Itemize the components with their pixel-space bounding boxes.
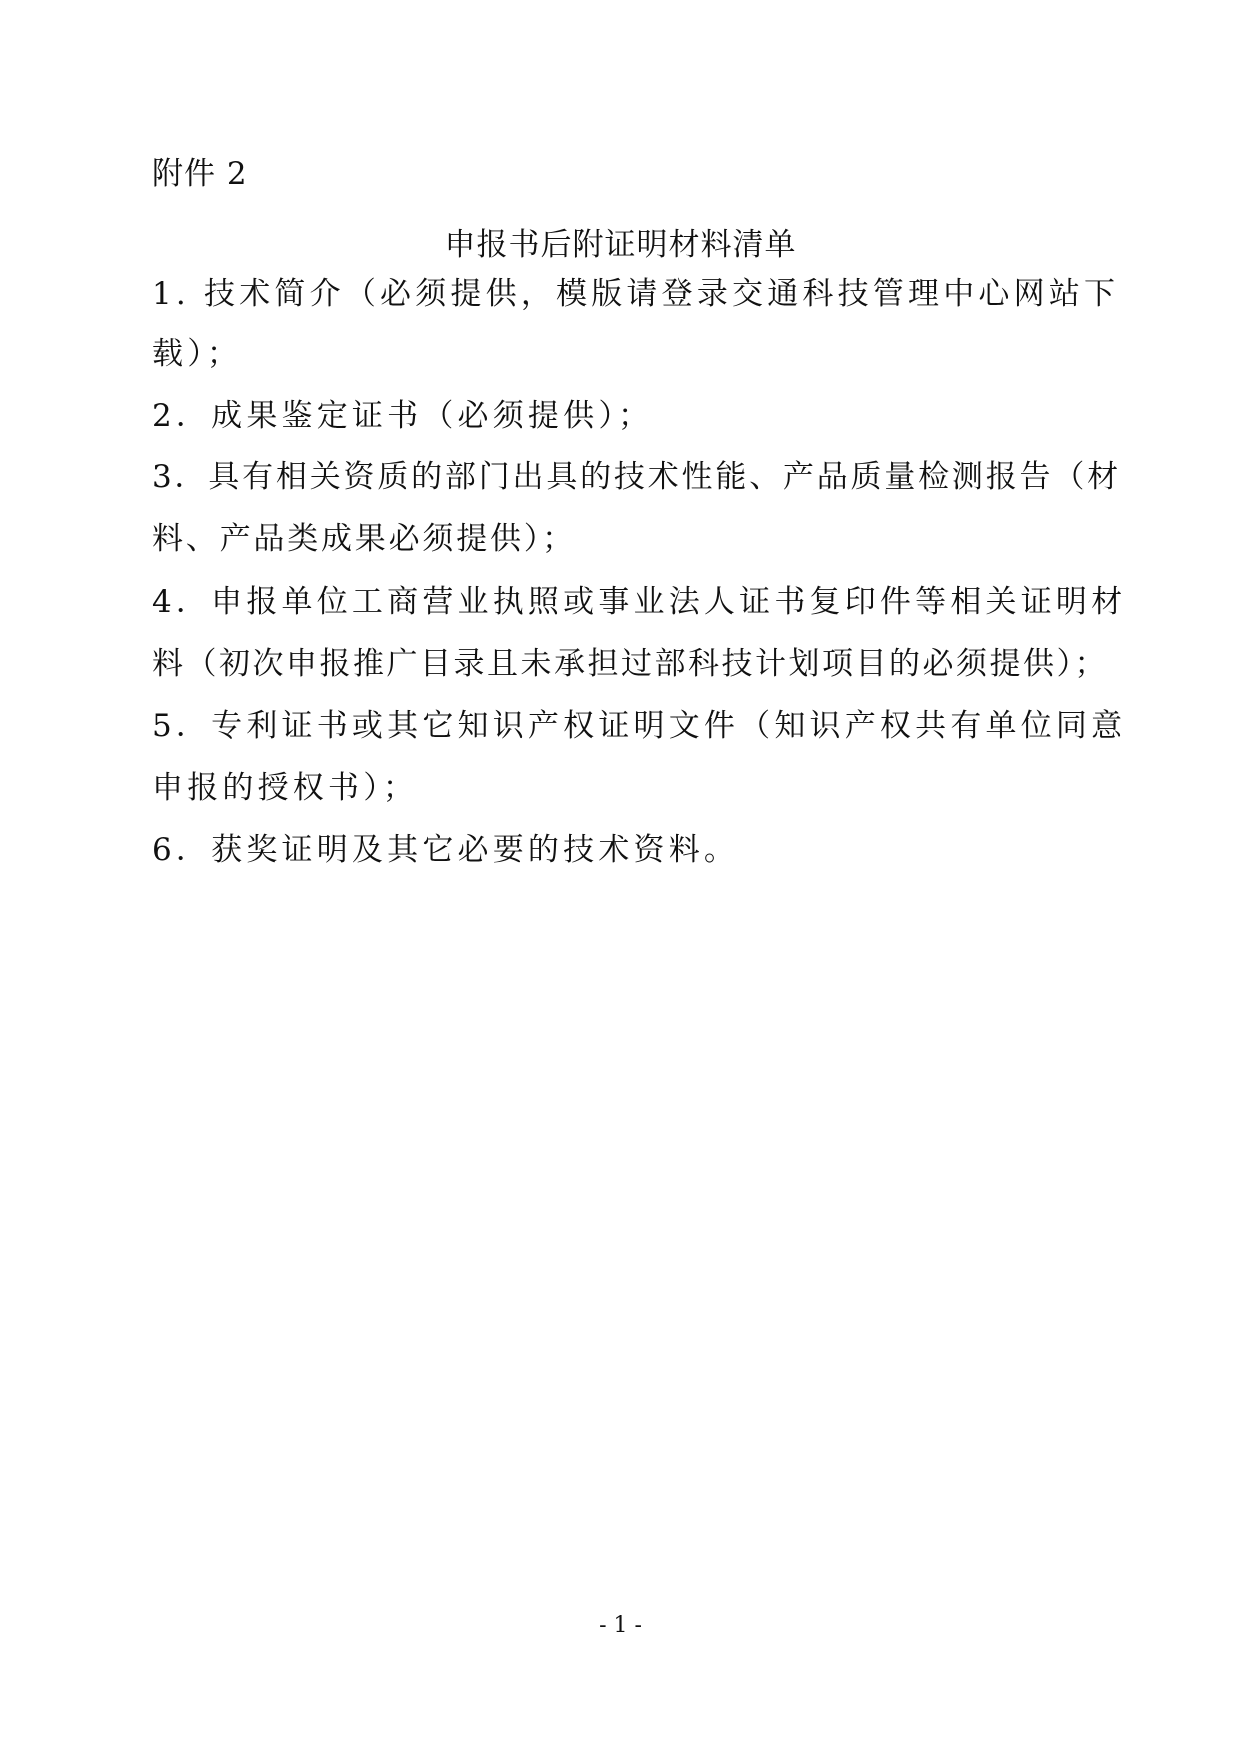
list-item-line: 6．获奖证明及其它必要的技术资料。 (152, 832, 740, 868)
list-item-line: 料（初次申报推广目录且未承担过部科技计划项目的必须提供）； (152, 646, 1108, 682)
list-item-line: 4．申报单位工商营业执照或事业法人证书复印件等相关证明材 (152, 584, 1127, 620)
list-item-line: 2．成果鉴定证书（必须提供）； (152, 398, 654, 434)
document-title: 申报书后附证明材料清单 (444, 227, 797, 263)
list-item-line: 申报的授权书）； (152, 770, 419, 806)
list-item-line: 5．专利证书或其它知识产权证明文件（知识产权共有单位同意 (152, 708, 1127, 744)
list-item-line: 料、产品类成果必须提供）； (152, 521, 576, 557)
list-item-line: 载）； (152, 336, 243, 372)
list-item-line: 1. 技术简介（必须提供，模版请登录交通科技管理中心网站下 (152, 276, 1120, 312)
list-item-line: 3．具有相关资质的部门出具的技术性能、产品质量检测报告（材 (152, 459, 1121, 495)
page-number: - 1 - (599, 1613, 642, 1638)
attachment-label: 附件 2 (152, 156, 248, 192)
